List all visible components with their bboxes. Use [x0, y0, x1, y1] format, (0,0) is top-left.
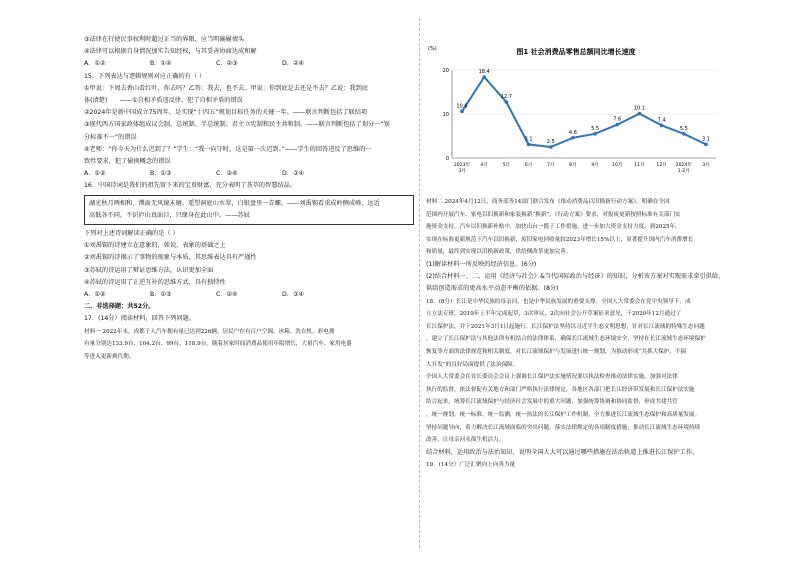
x-tick-label: 2024年 [675, 163, 692, 168]
q15-line: 分标准不一”的错误 [84, 133, 137, 141]
q18-line: 坚持问题导向，着力解决长江流域面临的突出问题，落实法律规定的各项制度措施，推动长江流域生态环境持续 [426, 424, 701, 431]
q16-stem: 16．中国诗词是我们的祖先留下来的宝贵财富，充分表明了荟萃的智慧结晶。 [84, 182, 297, 190]
q18-line: 改善，让母亲河永葆生机活力。 [426, 437, 505, 444]
data-point [460, 110, 464, 114]
x-tick-label: 6月 [524, 163, 533, 168]
material2-line: 施资金支持，汽车以旧换新补贴中，加快出台一揽子工作措施，进一步加大资金支持力度。到2025年， [426, 224, 681, 231]
q18-line: 长江保护法，并于2021年3月1日起施行。长江保护法坚持以习近平生态文明思想，针对长江流域的特殊生态问题 [426, 323, 705, 330]
material1-line: 等进入更新换代期。 [84, 353, 135, 360]
data-point [638, 112, 642, 116]
q18-line: 立立法专班，2019年上半年完成起草，3次审议，2次向社会公开草案征求意见，于2020年12月通过了 [426, 311, 682, 318]
q16-item: ④苏轼的诗运用了正逆互补的思维方式，具有独特性 [84, 278, 226, 286]
data-label: 10.6 [456, 103, 468, 110]
left-column [84, 34, 414, 363]
data-label: 7.4 [657, 117, 666, 124]
q15-line: 致性要求，犯了偷换概念的错误 [84, 158, 171, 166]
q15-line: ②2024年是新中国成立75周年，是实现“十四五”规划目标任务的关键一年。——联言判断包括了联结项 [84, 109, 368, 117]
option-a: A．①② [84, 170, 106, 178]
y-axis-label: (%) [428, 46, 437, 52]
data-point [593, 132, 597, 136]
retail-sales-chart [426, 40, 726, 190]
q15-line: ④老师：“你今天为什么迟到了？”学生：“我一向守时，这是第一次迟到。”——学生的回答违反了思维的一 [84, 145, 372, 153]
q15-line: ③现代西方国家政体组成议会制、总统制、半总统制、君主立宪制和民主共和制。——联言判断包括了划分一“划 [84, 121, 390, 129]
material1-line: 材料一 2022年末，成都千人汽车拥有量已达到226辆，居民户存有百户空调、冰箱、洗衣机、彩电拥 [84, 328, 335, 335]
chart-title: 图1 社会消费品零售总额同比增长速度 [516, 48, 636, 56]
x-tick-label: 12月 [656, 163, 667, 168]
q19-stem: 19．(14分）广泛汇聚向上向善力量 [426, 461, 516, 468]
q18-line: 全国人大常委会在首长委员会会议上强调长江保护法实施情况要以执法检查推动法律实施，加强对法律 [426, 374, 678, 381]
page-fold-divider [419, 18, 420, 548]
material2-line: 和质量，最终到实现以旧换新政策，供给侧改革更加完善。 [426, 249, 572, 256]
data-label: 3.1 [524, 136, 533, 143]
data-label: 5.5 [679, 125, 688, 132]
series-line [462, 77, 706, 147]
material2-line: 范围内开展汽车、家电以旧换新和家装换新“换新”，《行动方案》要求，对报废更新按照标准有关部门实 [426, 211, 681, 218]
x-tick-label: 5月 [502, 163, 511, 168]
data-point [549, 145, 553, 149]
option-b: B．①③ [150, 170, 172, 178]
material2-line: 材料二 2024年4月12日，商务部等14部门联合发布《推动消费品以旧换新行动方案》，明确在全国 [426, 199, 670, 205]
data-label: 10.1 [633, 105, 646, 112]
option-b: B．①③ [150, 291, 172, 299]
option-c: C．②④ [216, 170, 238, 178]
x-tick-label: 8月 [569, 163, 577, 168]
data-label: 18.4 [478, 69, 490, 76]
q18-line: 结合起来，统筹长江流域保护与经济社会发展中的重大问题，加强统筹协调和协同监督，形成共建共管 [426, 399, 678, 406]
material2-line: 实现在标准更新规范下汽车以旧换新，废旧家电回收量较2023年增长15%以上，显著提升国内汽车消费增长 [426, 236, 694, 243]
q18-line: 恢复等方面的法律规范和相关制度，对长江流域保护与发展进行统一规划，为推动形成“共抓大保护，不搞 [426, 348, 687, 355]
option-d: D．③④ [282, 291, 305, 299]
q15-options [84, 168, 414, 180]
q18-line: 大开发”的良好局面提供了法治保障。 [426, 361, 519, 368]
data-point [682, 132, 686, 136]
x-tick-sublabel: 1-2月 [677, 169, 690, 174]
q18-line: ，统一规划，统一标准，统一监测，统一执法的长江保护工作机制，全力推进长江流域生态保护和高质量发展。 [426, 411, 701, 418]
text-line: ④法律可以根据自身情况加实告知经权，与其妥善协商达成和解 [84, 48, 257, 56]
data-label: 12.7 [500, 94, 512, 101]
data-label: 3.1 [702, 136, 710, 143]
data-label: 2.5 [546, 139, 555, 145]
poem-box [84, 195, 414, 225]
q15-line: 体(清楚) ——①自相矛盾违反律，犯了自相矛盾的错误 [84, 97, 243, 105]
poem-line: 高低各不同。不识庐山真面目，只缘身在此山中。——苏轼 [89, 211, 250, 219]
material1-line: 有量分别达133.9台、104.2台、99台、118.9台。随着居家时间消费品使用年限增长，大量汽车、家用电器 [84, 341, 352, 348]
q17-ask: (2)结合材料一、二，运用《经济与社会》&当代国际政治与经济》的知识，分析该方案对实现需求牵引供给， [426, 273, 725, 281]
data-point [505, 100, 509, 104]
data-label: 7.6 [613, 116, 622, 123]
q18-line: 18．(8分）长江是中华民族的母亲河，也是中华民族发展的重要支撑。全国人大常委会在党中央领导下，成 [426, 298, 691, 305]
poem-line: 湖光秋月两相和，潭面无风镜未磨。遥望洞庭山水翠，白银盘里一青螺。——刘禹锡看重成岭侧成峰，远近 [89, 199, 380, 207]
q15-line: ①甲说：下周去香山看红叶，你去吗？乙答：我去，也不去。甲说：你到底是去还是不去？乙说：我到底 [84, 84, 368, 92]
q16-item: ②刘禹锡的诗揭示了事物的现象与本质，其思维表达具有严谨性 [84, 254, 257, 262]
q16-item: ①刘禹锡的诗建立在意象的，如说、表象的基础之上 [84, 242, 226, 250]
x-tick-label: 3月 [702, 163, 710, 168]
q17-ask: 供给创造需求的更高水平动态平衡的依据。(8分) [426, 285, 559, 293]
x-tick-label: 2023年 [453, 163, 471, 168]
data-point [527, 143, 531, 147]
x-tick-label: 4月 [480, 163, 488, 168]
right-column [426, 196, 726, 472]
x-tick-sublabel: 3月 [458, 169, 466, 174]
x-tick-label: 10月 [612, 163, 623, 168]
data-label: 5.5 [591, 125, 600, 132]
data-point [571, 136, 575, 140]
data-point [660, 124, 664, 128]
data-point [482, 75, 486, 79]
q16-options [84, 289, 414, 301]
y-tick-label: 20 [442, 68, 449, 74]
q14-options [84, 58, 414, 70]
option-d: D．②④ [282, 60, 305, 68]
option-d: D．③④ [282, 170, 305, 178]
x-tick-label: 9月 [591, 163, 599, 168]
q16-ask: 下列对上述诗词解读正确的是（ ） [84, 230, 179, 238]
option-b: B．①④ [150, 60, 172, 68]
option-a: A．①② [84, 291, 106, 299]
option-c: C．②④ [216, 291, 238, 299]
q15-stem: 15．下列表达与逻辑规则对应正确的有（ ） [84, 72, 206, 80]
q16-item: ③苏轼的诗运用了辩证思维方法，认识更加全面 [84, 266, 214, 274]
q18-line: 执行的监督，依法督促有关地方和部门严格执行法律规定，各地区各部门把长江经济带发展和长江保护法实施 [426, 386, 695, 393]
q17-stem: 17．(14分）阅读材料，回答下列问题。 [84, 315, 195, 323]
y-tick-label: 10 [442, 112, 449, 118]
data-point [704, 143, 708, 147]
y-tick-label: 0 [445, 156, 449, 162]
q18-ask: 结合材料，运用政治与法治知识，说明全国人大可以通过哪些措施在法治轨道上推进长江保护工作。 [426, 448, 699, 456]
q18-line: ，建立了长江保护法与其他法律有机结合的法律体系，确保长江流域生态环境安全，坚持在长江流域生态环境保护 [426, 336, 706, 343]
section-heading: 二、非选择题：共52分。 [84, 303, 155, 311]
option-a: A．①② [84, 60, 106, 68]
x-tick-label: 7月 [546, 163, 555, 168]
text-line: ③法律在行使民事权利时超过正当的界限，应当明确履债头 [84, 36, 245, 43]
data-label: 4.6 [568, 129, 577, 136]
option-c: C．②③ [216, 60, 238, 68]
data-point [615, 123, 619, 127]
x-tick-label: 11月 [634, 163, 645, 168]
q17-ask: (1)解读材料一所反映的经济信息。(6分) [426, 260, 537, 268]
